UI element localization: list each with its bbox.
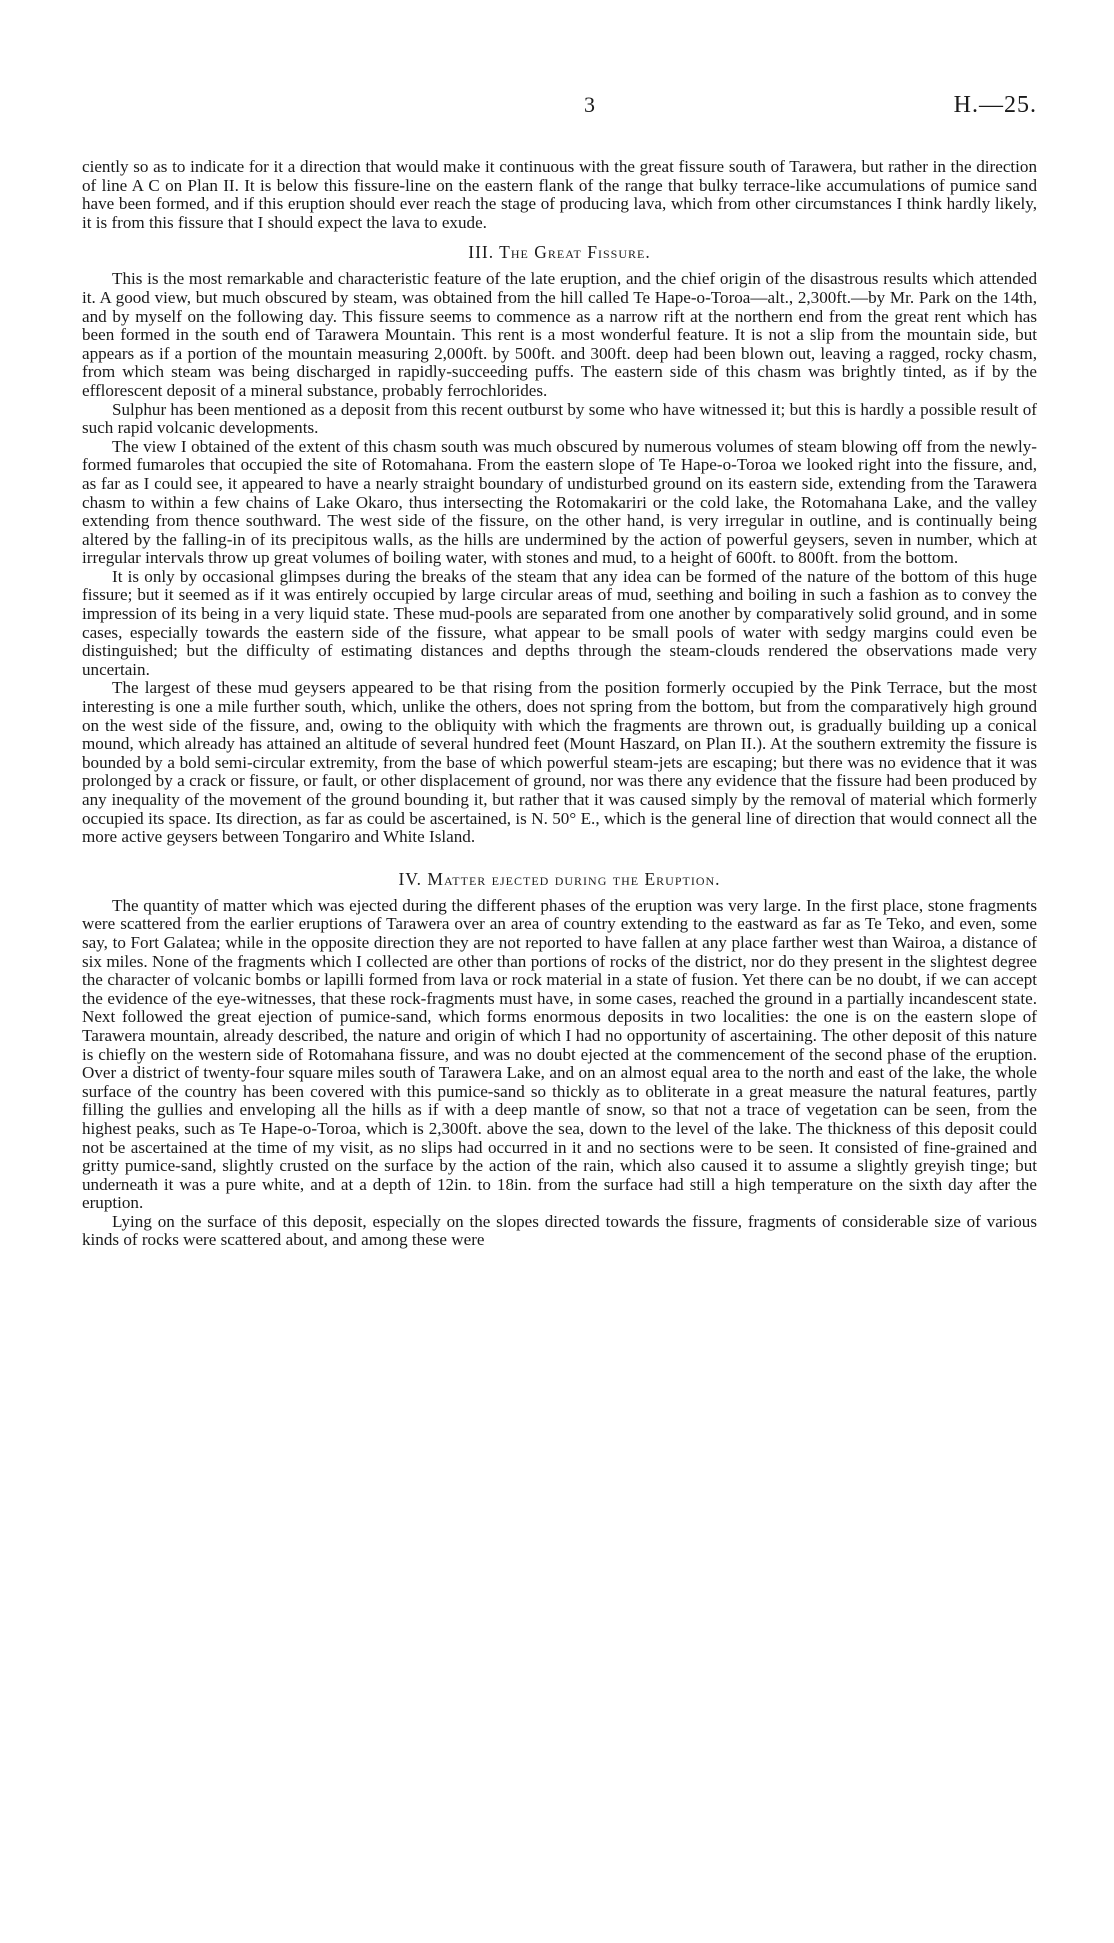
section4-paragraph: Lying on the surface of this deposit, especially on the slopes directed towards the fissure, fragments of considerable size of various kinds of rocks were scattered about, and among these were (82, 1211, 1037, 1250)
section-heading-great-fissure: III. The Great Fissure. (468, 242, 651, 263)
page-header (82, 92, 1037, 136)
section3-paragraph: It is only by occasional glimpses during the breaks of the steam that any idea can be formed of the nature of the bottom of this huge fissure; but it seemed as if it was entirely occupied by large circular areas of mud, seething and boiling in such a fashion as to convey the impression of its being in a very liquid state. These mud-pools are separated from one another by comparatively solid ground, and in some cases, especially towards the eastern side of the fissure, what appear to be small pools of water with sedgy margins could even be distinguished; but the difficulty of estimating distances and depths through the steam-clouds rendered the observations made very uncertain. (82, 566, 1037, 679)
document-page (82, 92, 1037, 1250)
section3-paragraph: Sulphur has been mentioned as a deposit from this recent outburst by some who have witnessed it; but this is hardly a possible result of such rapid volcanic developments. (82, 399, 1037, 438)
intro-paragraph: ciently so as to indicate for it a direction that would make it continuous with the great fissure south of Tarawera, but rather in the direction of line A C on Plan II. It is below this fissure-line on the eastern flank of the range that bulky terrace-like accumulations of pumice sand have been formed, and if this eruption should ever reach the stage of producing lava, which from other circumstances I think hardly likely, it is from this fissure that I should expect the lava to exude. (82, 157, 1037, 232)
document-reference: H.—25. (953, 92, 1037, 118)
page-number: 3 (584, 92, 595, 117)
section4-paragraph: The quantity of matter which was ejected during the different phases of the eruption was very large. In the first place, stone fragments were scattered from the earlier eruptions of Tarawera over an area of country extending to the eastward as far as Te Teko, and even, some say, to Fort Galatea; while in the opposite direction they are not reported to have fallen at any place farther west than Wairoa, a distance of six miles. None of the fragments which I collected are other than portions of rocks of the district, nor do they present in the slightest degree the character of volcanic bombs or lapilli formed from lava or rock material in a state of fusion. Yet there can be no doubt, if we can accept the evidence of the eye-witnesses, that these rock-fragments must have, in some cases, reached the ground in a partially incandescent state. Next followed the great ejection of pumice-sand, which forms enormous deposits in two localities: the one is on the eastern slope of Tarawera mountain, already described, the nature and origin of which I had no opportunity of ascertaining. The other deposit of this nature is chiefly on the western side of Rotomahana fissure, and was no doubt ejected at the commencement of the second phase of the eruption. Over a district of twenty-four square miles south of Tarawera Lake, and on an almost equal area to the north and east of the lake, the whole surface of the country has been covered with this pumice-sand so thickly as to obliterate in a great measure the natural features, partly filling the gullies and enveloping all the hills as if with a deep mantle of snow, so that not a trace of vegetation can be seen, from the highest peaks, such as Te Hape-o-Toroa, which is 2,300ft. above the sea, down to the level of the lake. The thickness of this deposit could not be ascertained at the time of my visit, as no slips had occurred in it and no sections were to be seen. It consisted of fine-grained and gritty pumice-sand, slightly crusted on the surface by the action of the rain, which also caused it to assume a slightly greyish tinge; but underneath it was a pure white, and at a depth of 12in. to 18in. from the surface had still a high temperature on the sixth day after the eruption. (82, 895, 1037, 1213)
section3-paragraph: The view I obtained of the extent of this chasm south was much obscured by numerous volumes of steam blowing off from the newly-formed fumaroles that occupied the site of Rotomahana. From the eastern slope of Te Hape-o-Toroa we looked right into the fissure, and, as far as I could see, it appeared to have a nearly straight boundary of undisturbed ground on its eastern side, extending from the Tarawera chasm to within a few chains of Lake Okaro, thus intersecting the Rotomakariri or the cold lake, the Rotomahana Lake, and the valley extending from thence southward. The west side of the fissure, on the other hand, is very irregular in outline, and is continually being altered by the falling-in of its precipitous walls, as the hills are undermined by the action of powerful geysers, seven in number, which at irregular intervals throw up great volumes of boiling water, with stones and mud, to a height of 600ft. to 800ft. from the bottom. (82, 436, 1037, 568)
section-heading-matter-ejected: IV. Matter ejected during the Eruption. (398, 868, 721, 889)
section3-paragraph: This is the most remarkable and characteristic feature of the late eruption, and the chief origin of the disastrous results which attended it. A good view, but much obscured by steam, was obtained from the hill called Te Hape-o-Toroa—alt., 2,300ft.—by Mr. Park on the 14th, and by myself on the following day. This fissure seems to commence as a narrow rift at the northern end from the great rent which has been formed in the south end of Tarawera Mountain. This rent is a most wonderful feature. It is not a slip from the mountain side, but appears as if a portion of the mountain measuring 2,000ft. by 500ft. and 300ft. deep had been blown out, leaving a ragged, rocky chasm, from which steam was being discharged in rapidly-succeeding puffs. The eastern side of this chasm was brightly tinted, as if by the efflorescent deposit of a mineral substance, probably ferrochlorides. (82, 269, 1037, 400)
section3-paragraph: The largest of these mud geysers appeared to be that rising from the position formerly occupied by the Pink Terrace, but the most interesting is one a mile further south, which, unlike the others, does not spring from the bottom, but from the comparatively high ground on the west side of the fissure, and, owing to the obliquity with which the fragments are thrown out, is gradually building up a conical mound, which already has attained an altitude of several hundred feet (Mount Haszard, on Plan II.). At the southern extremity the fissure is bounded by a bold semi-circular extremity, from the base of which powerful steam-jets are escaping; but there was no evidence that it was prolonged by a crack or fissure, or fault, or other displacement of ground, nor was there any evidence that the fissure had been produced by any inequality of the movement of the ground bounding it, but rather that it was caused simply by the removal of material which formerly occupied its space. Its direction, as far as could be ascertained, is N. 50° E., which is the general line of direction that would connect all the more active geysers between Tongariro and White Island. (82, 678, 1037, 847)
